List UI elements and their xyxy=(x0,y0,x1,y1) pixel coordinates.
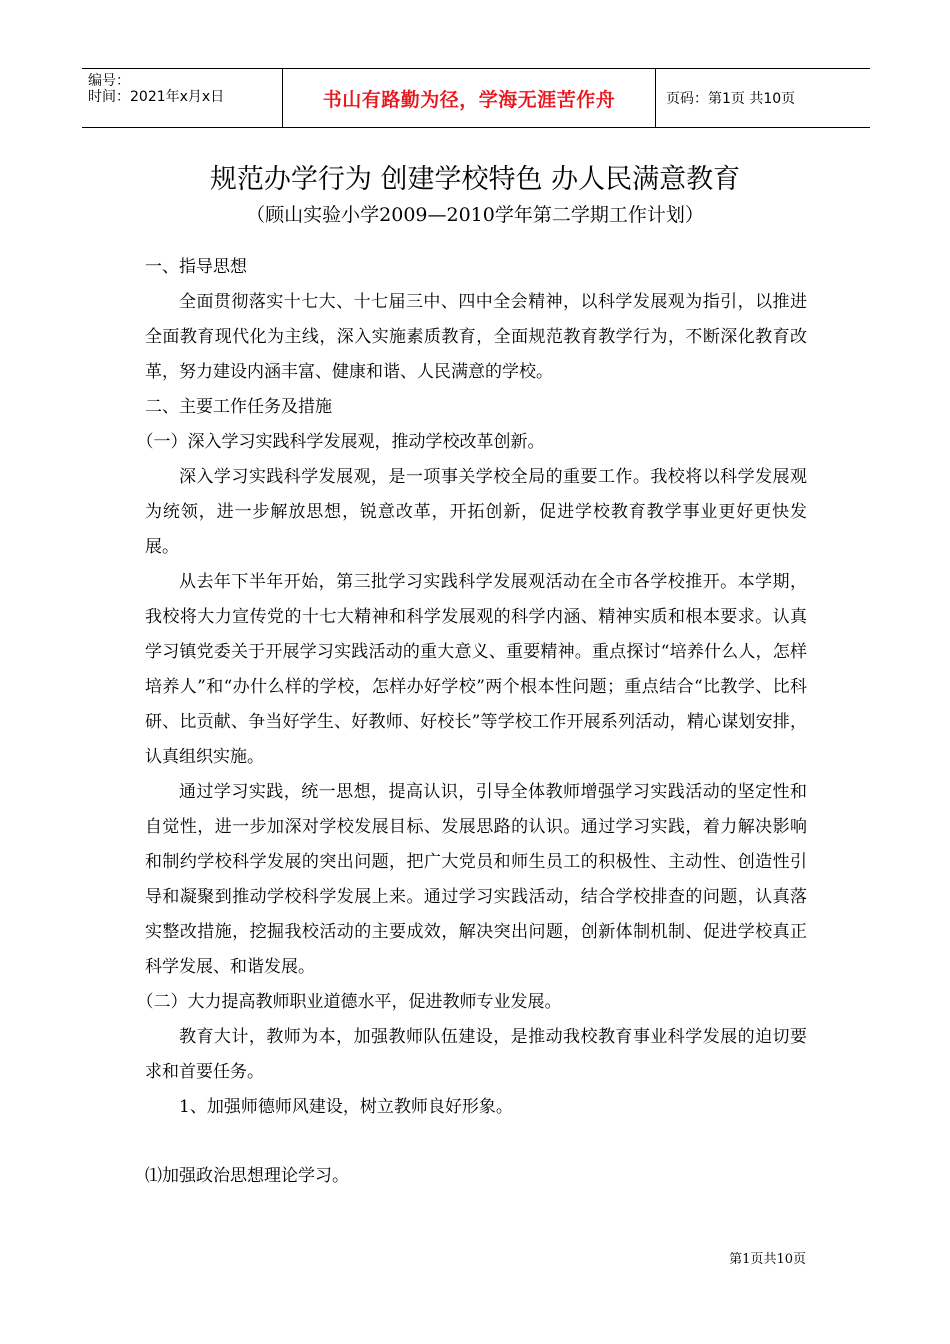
document-body xyxy=(136,250,807,1194)
section-heading: 一、指导思想 xyxy=(145,257,247,277)
body-paragraph: 通过学习实践，统一思想，提高认识，引导全体教师增强学习实践活动的坚定性和自觉性，进一步加深对学校发展目标、发展思路的认识。通过学习实践，着力解决影响和制约学校科学发展的突出问题，把广大党员和师生员工的积极性、主动性、创造性引导和凝聚到推动学校科学发展上来。通过学习实践活动，结合学校排查的问题，认真落实整改措施，挖掘我校活动的主要成效，解决突出问题，创新体制机制、促进学校真正科学发展、和谐发展。 xyxy=(145,782,807,977)
header-page-cell xyxy=(656,69,870,127)
document-number-label: 编号： xyxy=(88,73,130,89)
body-paragraph: 教育大计，教师为本，加强教师队伍建设，是推动我校教育事业科学发展的迫切要求和首要任务。 xyxy=(145,1027,807,1082)
page-header xyxy=(82,68,870,128)
list-item-heading: 1、加强师德师风建设，树立教师良好形象。 xyxy=(179,1097,513,1117)
header-motto: 书山有路勤为径，学海无涯苦作舟 xyxy=(322,88,616,111)
body-paragraph: 从去年下半年开始，第三批学习实践科学发展观活动在全市各学校推开。本学期，我校将大力宣传党的十七大精神和科学发展观的科学内涵、精神实质和根本要求。认真学习镇党委关于开展学习实践活动的重大意义、重要精神。重点探讨“培养什么人，怎样培养人”和“办什么样的学校，怎样办好学校”两个根本性问题；重点结合“比教学、比科研、比贡献、争当好学生、好教师、好校长”等学校工作开展系列活动，精心谋划安排，认真组织实施。 xyxy=(145,572,807,767)
header-page-label: 页码：第1页 共10页 xyxy=(666,91,796,107)
list-subitem: ⑴加强政治思想理论学习。 xyxy=(145,1166,349,1186)
section-heading: 二、主要工作任务及措施 xyxy=(145,397,332,417)
document-time-label: 时间：2021年x月x日 xyxy=(88,89,225,105)
document-title: 规范办学行为 创建学校特色 办人民满意教育 xyxy=(209,164,741,195)
body-paragraph: 全面贯彻落实十七大、十七届三中、四中全会精神，以科学发展观为指引，以推进全面教育现代化为主线，深入实施素质教育，全面规范教育教学行为，不断深化教育改革，努力建设内涵丰富、健康和谐、人民满意的学校。 xyxy=(145,292,807,382)
header-motto-cell xyxy=(282,69,656,127)
subsection-heading: （二）大力提高教师职业道德水平，促进教师专业发展。 xyxy=(136,992,562,1012)
subsection-heading: （一）深入学习实践科学发展观，推动学校改革创新。 xyxy=(136,432,545,452)
document-subtitle: （顾山实验小学2009—2010学年第二学期工作计划） xyxy=(246,204,704,226)
page-footer: 第1页共10页 xyxy=(729,1252,806,1267)
body-paragraph: 深入学习实践科学发展观，是一项事关学校全局的重要工作。我校将以科学发展观为统领，进一步解放思想，锐意改革，开拓创新，促进学校教育教学事业更好更快发展。 xyxy=(145,467,807,557)
header-meta xyxy=(82,69,282,127)
